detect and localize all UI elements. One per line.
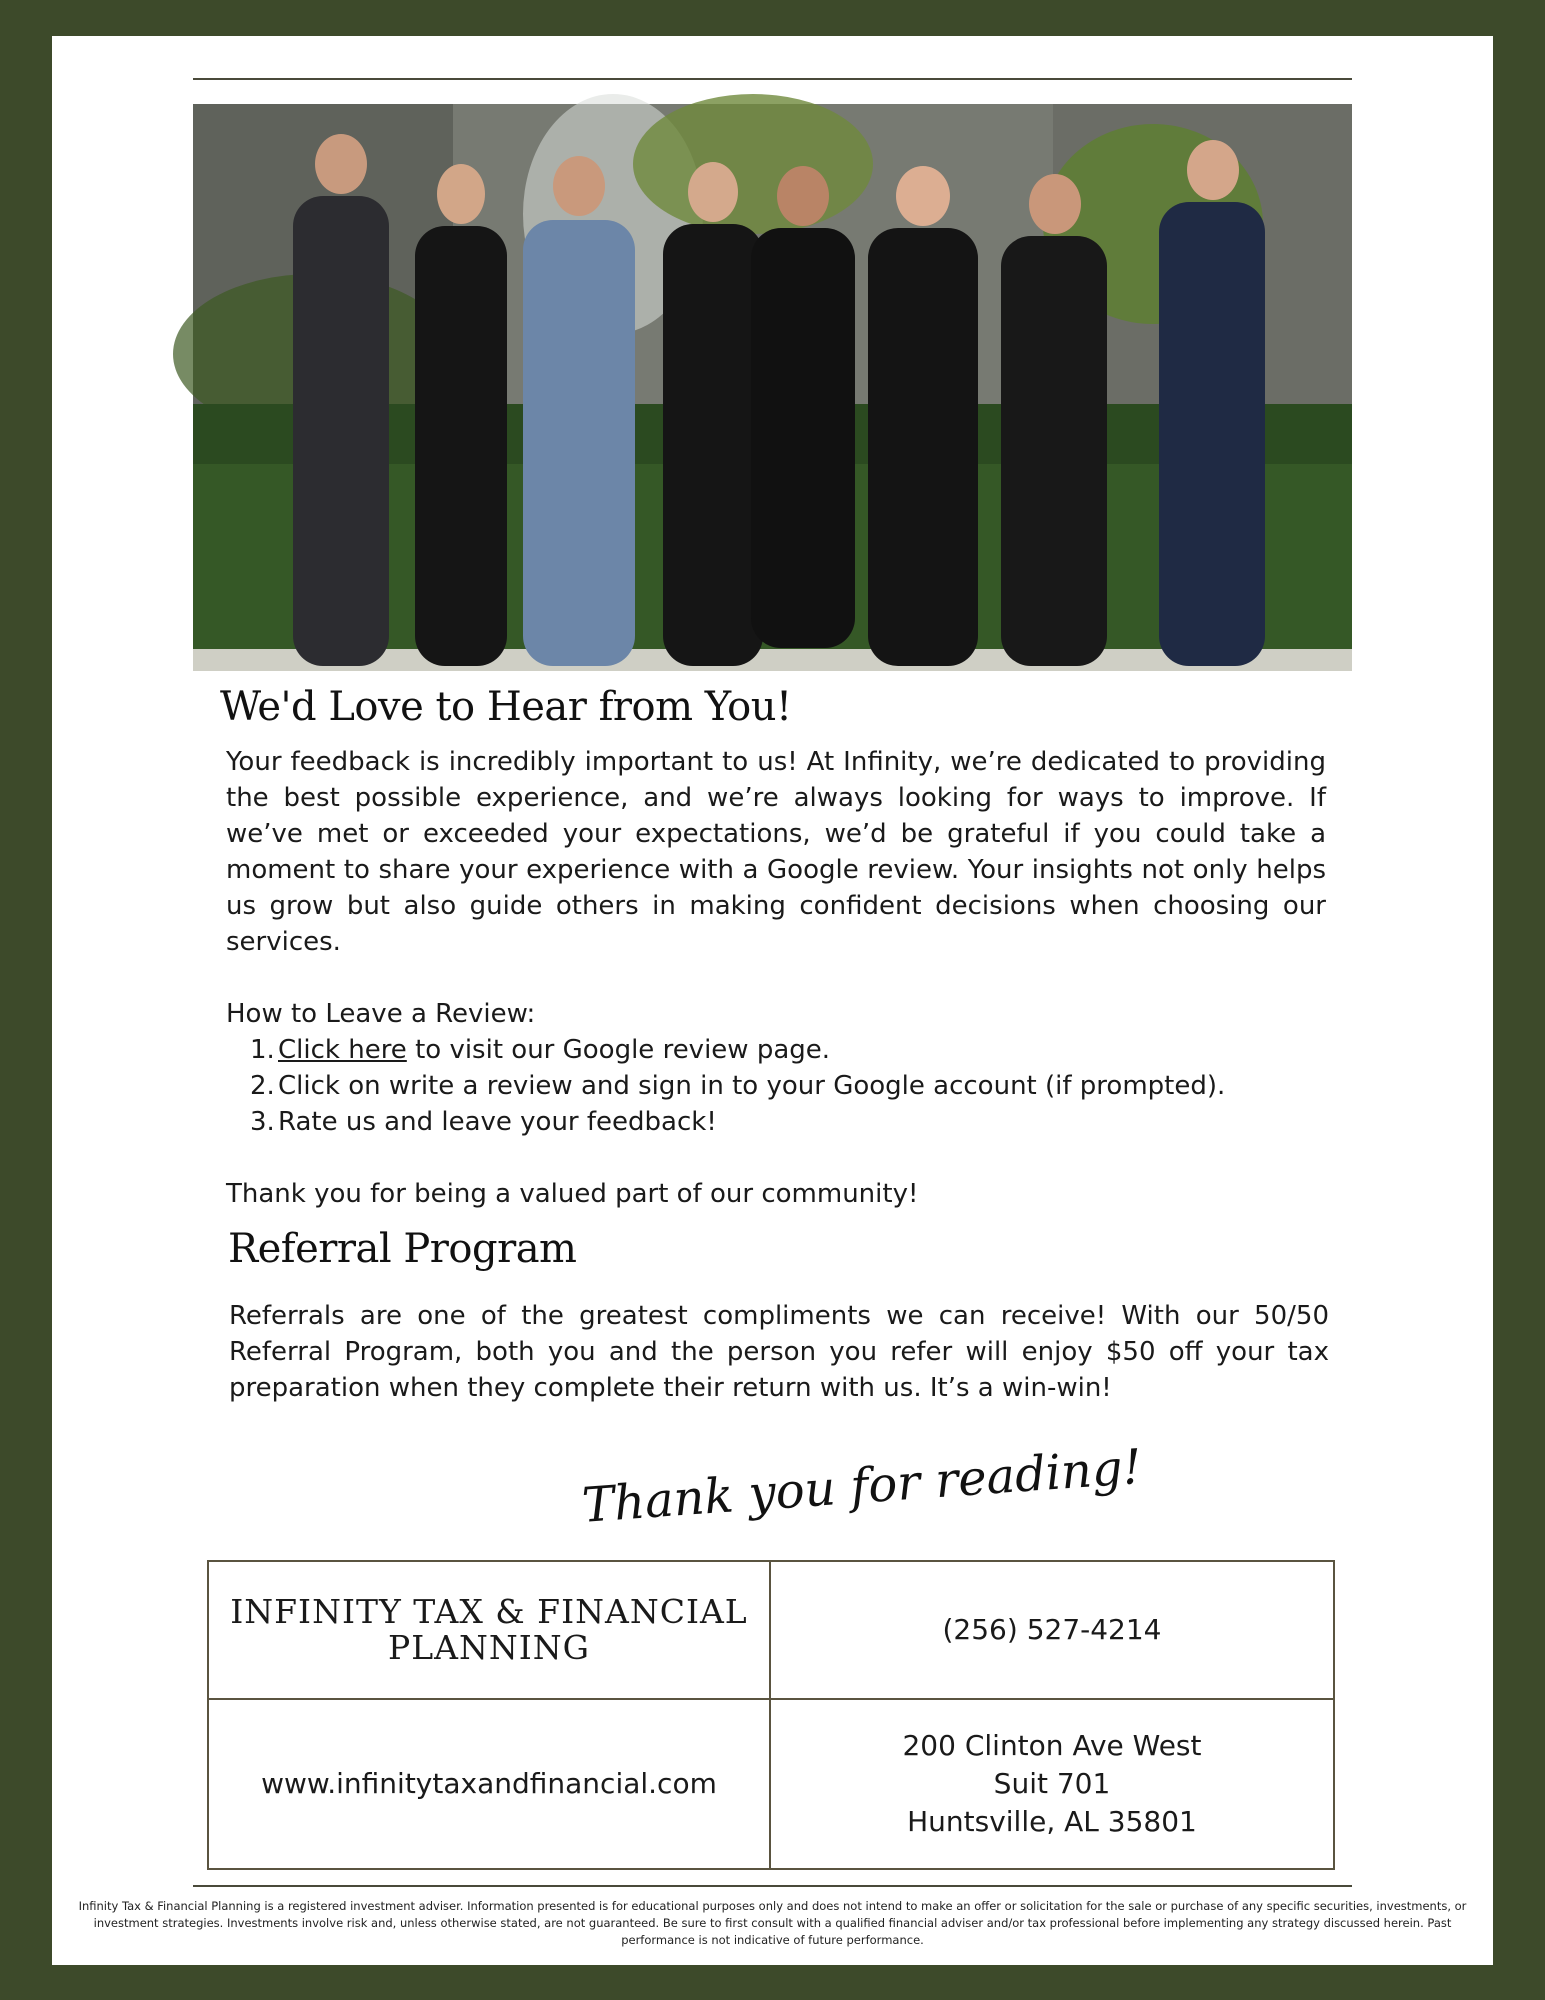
newsletter-page [52,36,1493,1965]
contact-table [207,1560,1335,1870]
thank-you-signature [562,1436,1144,1556]
review-instructions [226,996,1376,1212]
top-divider [193,78,1352,80]
referral-heading: Referral Program [228,1226,577,1272]
referral-paragraph: Referrals are one of the greatest compliments we can receive! With our 50/50 Referral Program, both you and the person you refer will enjoy $50 off your tax preparation when they complete their return with us. It’s a win-win! [229,1301,1329,1403]
phone-number: (256) 527-4214 [771,1562,1333,1700]
step-number: 2. [250,1071,275,1101]
legal-disclaimer: Infinity Tax & Financial Planning is a registered investment adviser. Information presented is for educational purposes only and does not intend to make an offer or solicitation for the sale or purchase of any specific securities, investments, or investment strategies. Investments involve risk and, unless otherwise stated, are not guaranteed. Be sure to first consult with a qualified financial adviser and/or tax professional before implementing any strategy discussed herein. Past performance is not indicative of future performance. [78,1899,1467,1947]
google-review-link[interactable]: Click here [278,1035,407,1065]
step-number: 3. [250,1107,275,1137]
review-step-3 [226,1104,1376,1140]
address-line-3: Huntsville, AL 35801 [907,1805,1197,1838]
thank-you-script [562,1436,1144,1556]
feedback-heading: We'd Love to Hear from You! [220,684,792,730]
address-line-1: 200 Clinton Ave West [902,1729,1202,1762]
signoff-text: Thank you for reading! [580,1438,1144,1534]
review-step-2 [226,1068,1376,1104]
bottom-divider [193,1885,1352,1887]
closing-line: Thank you for being a valued part of our community! [226,1179,919,1209]
company-name: INFINITY TAX & FINANCIAL PLANNING [209,1562,771,1700]
website-link[interactable]: www.infinitytaxandfinancial.com [209,1700,771,1868]
step-number: 1. [250,1035,275,1065]
address-line-2: Suit 701 [993,1767,1111,1800]
step-text: to visit our Google review page. [406,1035,831,1065]
feedback-paragraph: Your feedback is incredibly important to us! At Infinity, we’re dedicated to providing the best possible experience, and we’re always looking for ways to improve. If we’ve met or exceeded your expectations, we’d be grateful if you could take a moment to share your experience with a Google review. Your insights not only helps us grow but also guide others in making confident decisions when choosing our services. [226,747,1326,957]
office-address [771,1700,1333,1868]
step-text: Click on write a review and sign in to your Google account (if prompted). [278,1071,1226,1101]
howto-title: How to Leave a Review: [226,999,536,1029]
team-photo-illustration [193,104,1352,671]
team-photo [193,104,1352,671]
step-text: Rate us and leave your feedback! [278,1107,717,1137]
review-step-1 [226,1032,1376,1068]
